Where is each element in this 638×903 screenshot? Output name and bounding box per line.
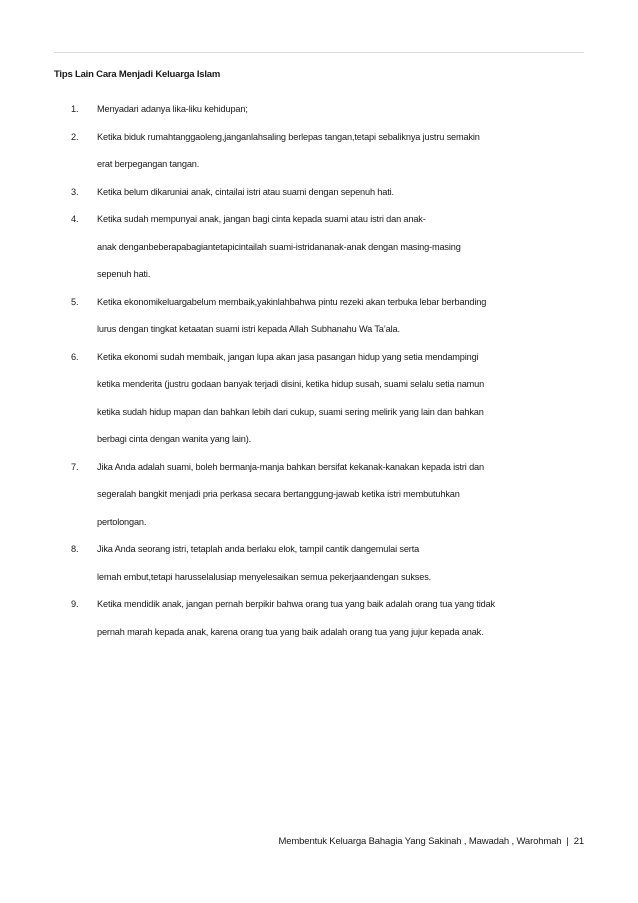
footer-separator: |	[566, 836, 569, 847]
list-item	[54, 344, 594, 454]
list-item-number: 7.	[71, 461, 79, 472]
list-item	[54, 591, 594, 646]
list-item	[54, 96, 594, 124]
list-item-text-line: lemah embut,tetapi harusselalusiap menyelesaikan semua pekerjaandengan sukses.	[97, 571, 432, 582]
footer-title: Membentuk Keluarga Bahagia Yang Sakinah , Mawadah , Warohmah	[278, 836, 562, 847]
list-item-text-line: Jika Anda seorang istri, tetaplah anda berlaku elok, tampil cantik dangemulai serta	[97, 544, 420, 554]
list-item	[54, 454, 594, 537]
list-item-text-line: ketika menderita (justru godaan banyak terjadi disini, ketika hidup susah, suami selalu setia namun	[97, 379, 485, 389]
tips-list	[54, 96, 594, 646]
list-item-text-line: Ketika sudah mempunyai anak, jangan bagi cinta kepada suami atau istri dan anak-	[97, 214, 426, 224]
list-item-text-line: anak denganbeberapabagiantetapicintailah suami-istridananak-anak dengan masing-masing	[97, 241, 461, 252]
page-number: 21	[573, 836, 584, 847]
list-item-number: 5.	[71, 296, 79, 307]
list-item-text-line: Ketika belum dikaruniai anak, cintailai istri atau suami dengan sepenuh hati.	[97, 186, 394, 197]
list-item-text-line: erat berpegangan tangan.	[97, 159, 200, 169]
list-item	[54, 536, 594, 591]
list-item-text-line: Jika Anda adalah suami, boleh bermanja-manja bahkan bersifat kekanak-kanakan kepada istri dan	[97, 461, 484, 472]
list-item-number: 8.	[71, 544, 79, 554]
list-item-text-line: Menyadari adanya lika-liku kehidupan;	[97, 104, 248, 114]
list-item-number: 9.	[71, 599, 79, 609]
page-footer	[279, 836, 584, 847]
list-item-number: 6.	[71, 351, 79, 362]
list-item-text-line: sepenuh hati.	[97, 269, 151, 279]
document-title: Tips Lain Cara Menjadi Keluarga Islam	[54, 69, 221, 80]
list-item-number: 4.	[71, 214, 79, 224]
list-item-number: 3.	[71, 186, 79, 197]
list-item-text-line: pernah marah kepada anak, karena orang tua yang baik adalah orang tua yang jujur kepada anak.	[97, 626, 484, 637]
list-item	[54, 206, 594, 289]
list-item-number: 1.	[71, 104, 79, 114]
list-item	[54, 179, 594, 207]
list-item-text-line: Ketika mendidik anak, jangan pernah berpikir bahwa orang tua yang baik adalah orang tua yang tidak	[97, 599, 495, 609]
list-item-text-line: lurus dengan tingkat ketaatan suami istri kepada Allah Subhanahu Wa Ta’ala.	[97, 324, 400, 334]
top-divider	[54, 52, 584, 53]
list-item-text-line: pertolongan.	[97, 516, 147, 527]
list-item-text-line: Ketika biduk rumahtanggaoleng,janganlahsaling berlepas tangan,tetapi sebaliknya justru semakin	[97, 131, 480, 142]
list-item	[54, 289, 594, 344]
list-item-text-line: Ketika ekonomikeluargabelum membaik,yakinlahbahwa pintu rezeki akan terbuka lebar berbanding	[97, 296, 487, 307]
list-item-text-line: Ketika ekonomi sudah membaik, jangan lupa akan jasa pasangan hidup yang setia mendampingi	[97, 351, 479, 362]
list-item-number: 2.	[71, 131, 79, 142]
list-item-text-line: berbagi cinta dengan wanita yang lain).	[97, 434, 252, 444]
list-item-text-line: segeralah bangkit menjadi pria perkasa secara bertanggung-jawab ketika istri membutuhkan	[97, 489, 460, 499]
list-item-text-line: ketika sudah hidup mapan dan bahkan lebih dari cukup, suami sering melirik yang lain dan bahkan	[97, 406, 484, 417]
list-item	[54, 124, 594, 179]
